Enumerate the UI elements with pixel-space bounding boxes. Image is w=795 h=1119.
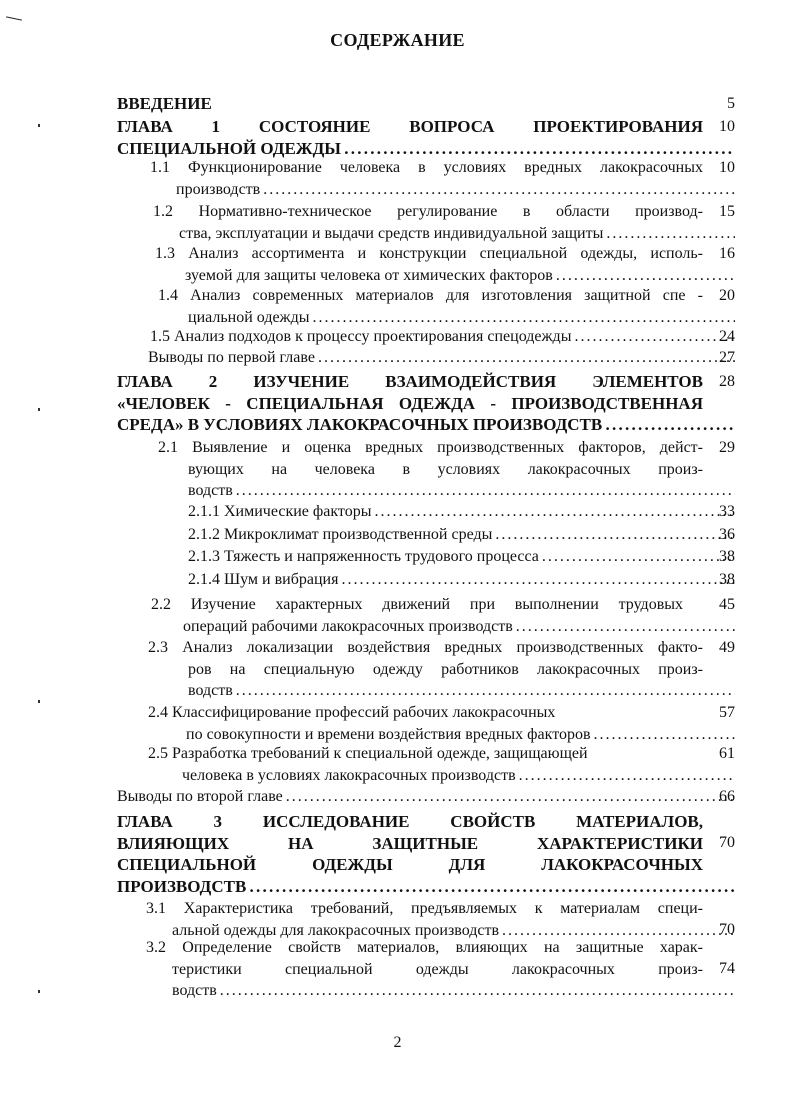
toc-entry-text: СПЕЦИАЛЬНОЙ ОДЕЖДЫ . . . xyxy=(117,138,735,160)
toc-entry-text: Выводы по первой главе . . . xyxy=(148,347,735,369)
toc-entry-2-4 xyxy=(148,702,735,745)
toc-page-number: 57 xyxy=(719,704,735,721)
toc-page-number: 28 xyxy=(719,373,735,390)
toc-entry-2-1-1 xyxy=(188,501,735,523)
toc-entry-1-4 xyxy=(158,285,735,328)
toc-page-number: 24 xyxy=(719,328,735,345)
toc-entry-text: 1.2 Нормативно-техническое регулирование в области производ- xyxy=(153,203,703,220)
toc-entry-2-1 xyxy=(158,437,735,502)
scan-mark xyxy=(38,700,40,703)
toc-entry-text: 1.1 Функционирование человека в условиях вредных лакокрасочных xyxy=(150,159,703,176)
toc-entry-text: теристики специальной одежды лакокрасочных произ- xyxy=(172,960,703,978)
toc-entry-text: 2.1.4 Шум и вибрация . . . xyxy=(188,569,735,591)
toc-entry-conclusions-1 xyxy=(148,347,735,369)
toc-entry-text: 2.5 Разработка требований к специальной одежде, защищающей xyxy=(148,745,588,762)
toc-entry-conclusions-2 xyxy=(117,786,735,808)
toc-entry-text: зуемой для защиты человека от химических факторов . . . xyxy=(155,265,735,287)
toc-page-number: 33 xyxy=(719,503,735,520)
toc-entry-text: циальной одежды . . . xyxy=(158,307,735,329)
toc-entry-text: ВЛИЯЮЩИХ НА ЗАЩИТНЫЕ ХАРАКТЕРИСТИКИ xyxy=(117,833,703,853)
toc-entry-text: СРЕДА» В УСЛОВИЯХ ЛАКОКРАСОЧНЫХ ПРОИЗВОДСТВ . . . xyxy=(117,414,735,436)
toc-entry-text: 3.2 Определение свойств материалов, влияющих на защитные харак- xyxy=(146,939,703,956)
toc-entry-text: ГЛАВА 3 ИССЛЕДОВАНИЕ СВОЙСТВ МАТЕРИАЛОВ, xyxy=(117,812,703,831)
toc-page-number: 29 xyxy=(719,439,735,456)
toc-entry-text: производств . . . xyxy=(150,179,735,201)
toc-entry-text: вующих на человека в условиях лакокрасочных произ- xyxy=(188,460,703,478)
toc-entry-text: водств . . . xyxy=(158,480,735,502)
toc-entry-text: Выводы по второй главе . . . xyxy=(117,786,735,808)
toc-entry-text: водств . . . xyxy=(148,680,735,702)
page-title: СОДЕРЖАНИЕ xyxy=(330,30,465,50)
toc-entry-3-2 xyxy=(146,937,735,1002)
scan-mark xyxy=(38,408,40,411)
toc-entry-text: 2.1 Выявление и оценка вредных производственных факторов, дейст- xyxy=(158,439,703,456)
toc-page-number: 61 xyxy=(719,745,735,762)
toc-entry-text: ров на специальную одежду работников лакокрасочных произ- xyxy=(188,660,703,678)
toc-entry-text: 1.5 Анализ подходов к процессу проектирования спецодежды . . . xyxy=(150,326,735,348)
toc-entry-text: 2.1.1 Химические факторы . . . xyxy=(188,501,735,523)
toc-entry-text: 2.2 Изучение характерных движений при выполнении трудовых xyxy=(151,596,683,613)
toc-entry-intro xyxy=(117,93,735,115)
toc-entry-text: СПЕЦИАЛЬНОЙ ОДЕЖДЫ ДЛЯ ЛАКОКРАСОЧНЫХ xyxy=(117,855,703,874)
toc-entry-text: ВВЕДЕНИЕ xyxy=(117,94,212,113)
toc-entry-1-3 xyxy=(155,243,735,286)
toc-page-number: 45 xyxy=(719,596,735,613)
toc-page-number: 66 xyxy=(719,788,735,805)
toc-entry-text: альной одежды для лакокрасочных производств . . . xyxy=(146,920,735,942)
toc-page-number: 10 xyxy=(719,118,735,135)
toc-page-number: 70 xyxy=(719,834,735,851)
toc-entry-text: человека в условиях лакокрасочных производств . . . xyxy=(148,765,735,787)
toc-page-number: 38 xyxy=(719,571,735,588)
toc-entry-text: ГЛАВА 1 СОСТОЯНИЕ ВОПРОСА ПРОЕКТИРОВАНИЯ xyxy=(117,117,703,136)
toc-entry-text: 3.1 Характеристика требований, предъявляемых к материалам специ- xyxy=(146,900,703,917)
toc-entry-2-2 xyxy=(151,594,735,637)
page-number: 2 xyxy=(393,1034,402,1051)
toc-entry-text: «ЧЕЛОВЕК - СПЕЦИАЛЬНАЯ ОДЕЖДА - ПРОИЗВОДСТВЕННАЯ xyxy=(117,393,703,413)
toc-entry-text: 1.3 Анализ ассортимента и конструкции специальной одежды, исполь- xyxy=(155,245,703,262)
toc-page-number: 20 xyxy=(719,287,735,304)
toc-entry-1-5 xyxy=(150,326,735,348)
toc-entry-text: операций рабочими лакокрасочных производств . . . xyxy=(151,616,735,638)
toc-page-number: 15 xyxy=(719,203,735,220)
toc-page-number: 38 xyxy=(719,548,735,565)
toc-page-number: 70 xyxy=(719,921,735,938)
toc-entry-text: водств . . . xyxy=(146,980,735,1002)
toc-entry-2-1-2 xyxy=(188,524,735,546)
toc-entry-text: ГЛАВА 2 ИЗУЧЕНИЕ ВЗАИМОДЕЙСТВИЯ ЭЛЕМЕНТОВ xyxy=(117,372,703,391)
toc-entry-text: по совокупности и времени воздействия вредных факторов . . . xyxy=(148,724,735,746)
toc-entry-text: ства, эксплуатации и выдачи средств индивидуальной защиты . . . xyxy=(153,223,735,245)
toc-page-number: 49 xyxy=(719,639,735,656)
toc-page-number: 36 xyxy=(719,526,735,543)
scan-mark xyxy=(38,124,40,127)
toc-entry-1-1 xyxy=(150,157,735,200)
toc-entry-text: ПРОИЗВОДСТВ . . . xyxy=(117,876,735,898)
toc-entry-text: 1.4 Анализ современных материалов для изготовления защитной спе - xyxy=(158,287,703,304)
toc-entry-2-3 xyxy=(148,637,735,702)
toc-entry-text: 2.1.2 Микроклимат производственной среды . . . xyxy=(188,524,735,546)
toc-entry-3-1 xyxy=(146,898,735,941)
toc-page-number: 10 xyxy=(719,159,735,176)
toc-entry-1-2 xyxy=(153,201,735,244)
toc-entry-text: 2.3 Анализ локализации воздействия вредных производственных факто- xyxy=(148,639,703,656)
toc-entry-text: 2.1.3 Тяжесть и напряженность трудового процесса . . . xyxy=(188,546,735,568)
toc-entry-2-1-3 xyxy=(188,546,735,568)
toc-page-number: 5 xyxy=(727,95,735,112)
scan-mark xyxy=(38,990,40,993)
toc-entry-2-5 xyxy=(148,743,735,786)
toc-entry-chapter-1 xyxy=(117,116,735,159)
toc-entry-2-1-4 xyxy=(188,569,735,591)
toc-entry-text: 2.4 Классифицирование профессий рабочих лакокрасочных xyxy=(148,704,556,721)
toc-entry-chapter-3 xyxy=(117,811,735,897)
toc-page-number: 27 xyxy=(719,349,735,366)
toc-page-number: 74 xyxy=(719,960,735,977)
toc-entry-chapter-2 xyxy=(117,371,735,436)
toc-page-number: 16 xyxy=(719,245,735,262)
